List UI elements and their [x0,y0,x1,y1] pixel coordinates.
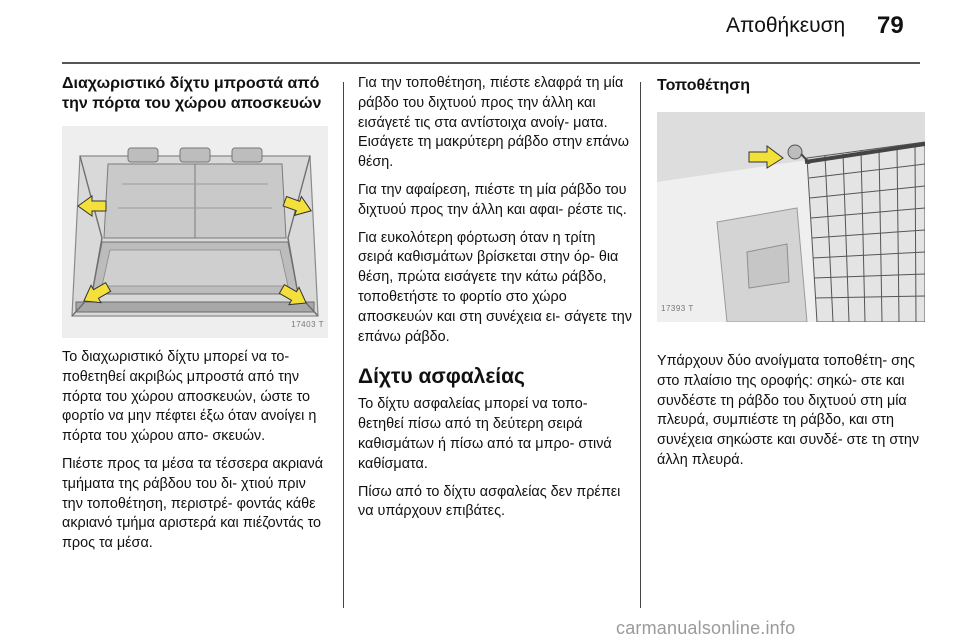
figure-cargo-area-net [62,126,328,338]
column-3 [657,74,925,479]
figure-net-mounting [657,112,925,322]
paragraph: Για την τοποθέτηση, πιέστε ελαφρά τη μία ράβδο του διχτυού προς την άλλη και εισάγετέ τις στα αντίστοιχα ανοίγ- ματα. Εισάγετε τη μακρύτερη ράβδο στην επάνω θέση. [358,75,629,171]
column-divider-1 [343,82,344,608]
header-rule [62,62,920,64]
net-mounting-illustration [657,112,925,322]
section-heading-installation: Τοποθέτηση [657,77,750,94]
paragraph: Πίσω από το δίχτυ ασφαλείας δεν πρέπει να υπάρχουν επιβάτες. [358,483,621,520]
paragraph: Το δίχτυ ασφαλείας μπορεί να τοπο- θετηθεί πίσω από τη δεύτερη σειρά καθισμάτων ή πίσω από τα μπρο- στινά καθίσματα. [358,396,612,472]
column-divider-2 [640,82,641,608]
paragraph: Για ευκολότερη φόρτωση όταν η τρίτη σειρά καθισμάτων βρίσκεται στην όρ- θια θέση, πρώτα εισάγετε την κάτω ράβδο, τοποθετήστε το φορτίο στο χώρο αποσκευών και στη συνέχεια ει- σάγετε την επάνω ράβδο. [358,229,632,345]
paragraph: Για την αφαίρεση, πιέστε τη μία ράβδο του διχτυού προς την άλλη και αφαι- ρέστε τις. [358,181,627,218]
paragraph: Υπάρχουν δύο ανοίγματα τοποθέτη- σης στο πλαίσιο της οροφής: σηκώ- στε και συνδέστε τη ράβδο του διχτυού στη μία πλευρά, συμπιέστε τη ράβδο, και στη συνέχεια σηκώστε και συνδέ- στε τη στην άλλη πλευρά. [657,353,920,468]
watermark: carmanualsonline.info [616,618,796,638]
cargo-area-illustration [62,126,328,338]
figure-code: 17393 T [661,304,694,314]
section-heading-cargo-net-front-tailgate: Διαχωριστικό δίχτυ μπροστά από την πόρτα του χώρου αποσκευών [62,75,322,112]
page-number: 79 [877,12,904,39]
paragraph: Πιέστε προς τα μέσα τα τέσσερα ακριανά τμήματα της ράβδου του δι- χτιού πριν την τοποθέτηση, περιστρέ- φοντάς κάθε ακριανό τμήμα αριστερά και πιέζοντάς το προς τα μέσα. [62,455,324,552]
section-heading-safety-net: Δίχτυ ασφαλείας [358,365,525,389]
figure-code: 17403 T [291,320,324,330]
running-header-title: Αποθήκευση [726,14,846,37]
column-2 [358,74,634,530]
column-1 [62,74,328,562]
paragraph: Το διαχωριστικό δίχτυ μπορεί να το- ποθετηθεί ακριβώς μπροστά από την πόρτα του χώρου αποσκευών, ώστε το φορτίο να μην πέφτει έξω όταν ανοίγει η πόρτα του χώρου απο- σκευών. [62,349,317,445]
